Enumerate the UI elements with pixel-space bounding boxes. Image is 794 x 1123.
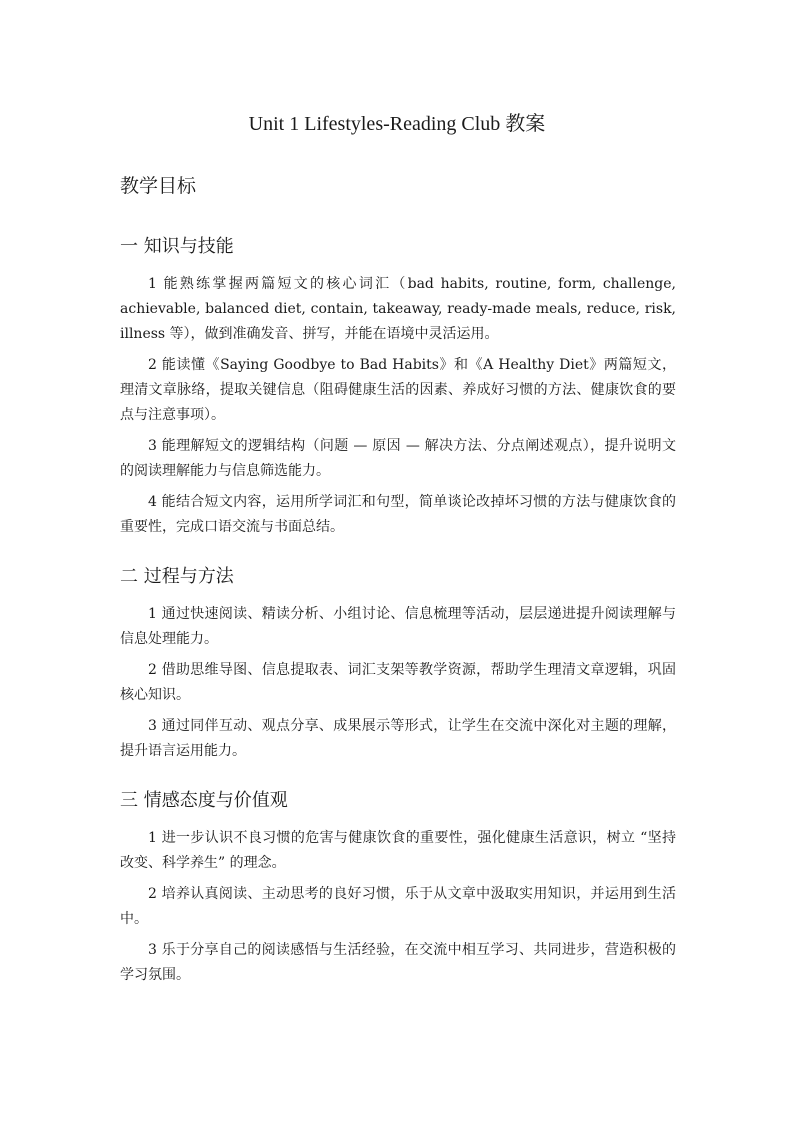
paragraph: 3 能理解短文的逻辑结构（问题 — 原因 — 解决方法、分点阐述观点），提升说明文的阅读理解能力与信息筛选能力。 (120, 438, 676, 479)
paragraph: 2 培养认真阅读、主动思考的良好习惯，乐于从文章中汲取实用知识，并运用到生活中。 (120, 886, 676, 927)
paragraph: 1 进一步认识不良习惯的危害与健康饮食的重要性，强化健康生活意识，树立 “坚持改变、科学养生” 的理念。 (120, 830, 676, 871)
teaching-goals-heading: 教学目标 (120, 175, 197, 197)
section-title: 三 情感态度与价值观 (120, 790, 288, 811)
document-body (120, 172, 676, 1012)
paragraph: 3 乐于分享自己的阅读感悟与生活经验，在交流中相互学习、共同进步，营造积极的学习氛围。 (120, 942, 676, 983)
document-title: Unit 1 Lifestyles-Reading Club 教案 (248, 113, 546, 135)
section-knowledge-skills (120, 234, 676, 540)
paragraph: 3 通过同伴互动、观点分享、成果展示等形式，让学生在交流中深化对主题的理解，提升语言运用能力。 (120, 718, 676, 759)
section-attitudes-values (120, 788, 676, 988)
section-title: 一 知识与技能 (120, 236, 234, 257)
section-process-methods (120, 564, 676, 764)
paragraph: 1 能熟练掌握两篇短文的核心词汇（bad habits, routine, form, challenge, achievable, balanced diet, contain, takeaway, ready-made meals, reduce, risk, illness 等），做到准确发音、拼写，并能在语境中灵活运用。 (120, 276, 676, 342)
paragraph: 2 借助思维导图、信息提取表、词汇支架等教学资源，帮助学生理清文章逻辑，巩固核心知识。 (120, 662, 676, 703)
section-title: 二 过程与方法 (120, 566, 234, 587)
paragraph: 2 能读懂《Saying Goodbye to Bad Habits》和《A Healthy Diet》两篇短文，理清文章脉络，提取关键信息（阻碍健康生活的因素、养成好习惯的方法、健康饮食的要点与注意事项）。 (120, 357, 676, 423)
paragraph: 1 通过快速阅读、精读分析、小组讨论、信息梳理等活动，层层递进提升阅读理解与信息处理能力。 (120, 606, 676, 647)
paragraph: 4 能结合短文内容，运用所学词汇和句型，简单谈论改掉坏习惯的方法与健康饮食的重要性，完成口语交流与书面总结。 (120, 494, 676, 535)
